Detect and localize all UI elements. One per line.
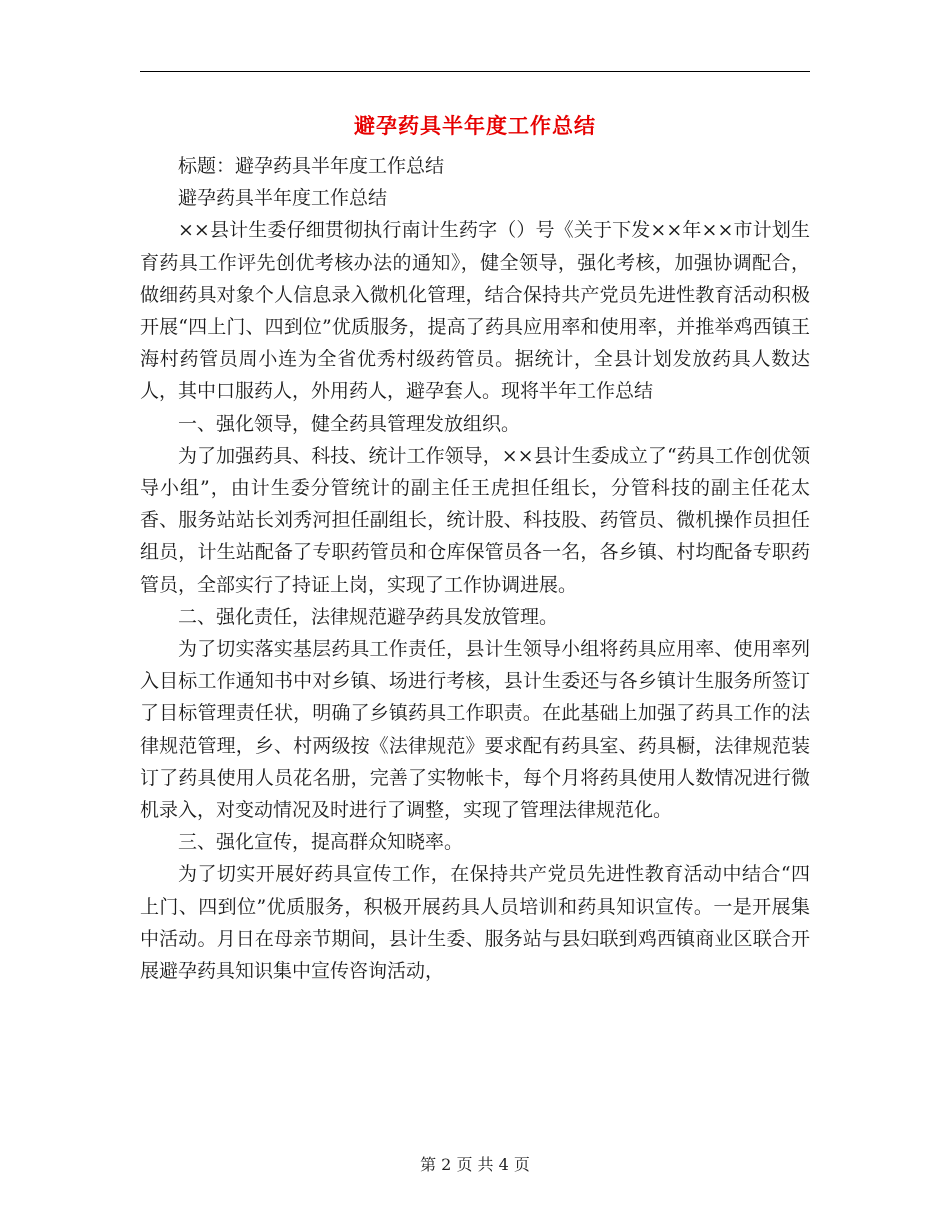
paragraph-section-2: 为了切实落实基层药具工作责任，县计生领导小组将药具应用率、使用率列入目标工作通知书中对乡镇、场进行考核，县计生委还与各乡镇计生服务所签订了目标管理责任状，明确了乡镇药具工作职责。在此基础上加强了药具工作的法律规范管理，乡、村两级按《法律规范》要求配有药具室、药具橱，法律规范装订了药具使用人员花名册，完善了实物帐卡，每个月将药具使用人数情况进行微机录入，对变动情况及时进行了调整，实现了管理法律规范化。: [140, 638, 810, 822]
document-body: [140, 150, 810, 987]
paragraph-section-3: 为了切实开展好药具宣传工作，在保持共产党员先进性教育活动中结合“四上门、四到位”优质服务，积极开展药具人员培训和药具知识宣传。一是开展集中活动。月日在母亲节期间，县计生委、服务站与县妇联到鸡西镇商业区联合开展避孕药具知识集中宣传咨询活动，: [140, 863, 810, 983]
header-rule: [140, 71, 810, 72]
document-title: 避孕药具半年度工作总结: [354, 113, 596, 138]
section-heading-3: 三、强化宣传，提高群众知晓率。: [178, 831, 464, 854]
paragraph-subtitle: 避孕药具半年度工作总结: [178, 187, 388, 210]
paragraph-intro: ××县计生委仔细贯彻执行南计生药字（）号《关于下发××年××市计划生育药具工作评先创优考核办法的通知》，健全领导，强化考核，加强协调配合，做细药具对象个人信息录入微机化管理，结合保持共产党员先进性教育活动积极开展“四上门、四到位”优质服务，提高了药具应用率和使用率，并推举鸡西镇王海村药管员周小连为全省优秀村级药管员。据统计，全县计划发放药具人数达人，其中口服药人，外用药人，避孕套人。现将半年工作总结: [140, 219, 810, 403]
paragraph-section-1: 为了加强药具、科技、统计工作领导，××县计生委成立了“药具工作创优领导小组”，由计生委分管统计的副主任王虎担任组长，分管科技的副主任花太香、服务站站长刘秀河担任副组长，统计股、科技股、药管员、微机操作员担任组员，计生站配备了专职药管员和仓库保管员各一名，各乡镇、村均配备专职药管员，全部实行了持证上岗，实现了工作协调进展。: [140, 444, 810, 596]
paragraph-heading-label: 标题：避孕药具半年度工作总结: [178, 155, 445, 177]
section-heading-2: 二、强化责任，法律规范避孕药具发放管理。: [178, 605, 559, 628]
section-heading-1: 一、强化领导，健全药具管理发放组织。: [178, 412, 521, 435]
page-number-footer: 第 2 页 共 4 页: [420, 1155, 530, 1174]
